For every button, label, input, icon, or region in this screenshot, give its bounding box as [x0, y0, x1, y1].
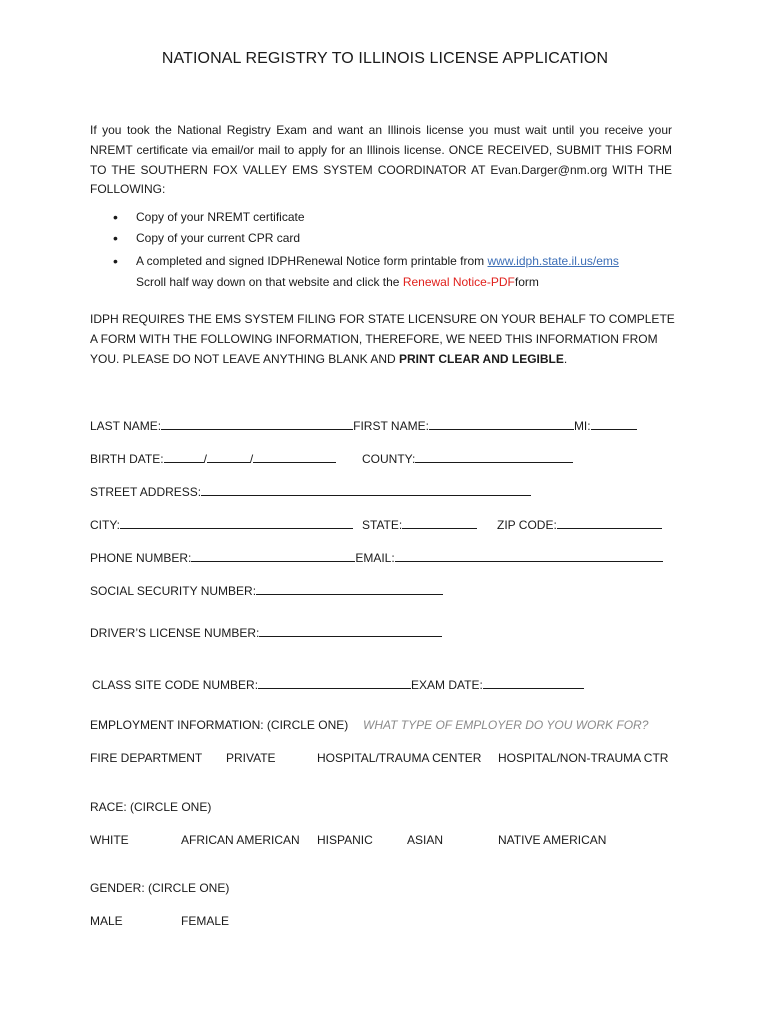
list-item-text: Copy of your current CPR card: [136, 230, 301, 245]
birth-month-line[interactable]: [164, 451, 204, 463]
birth-date-label: BIRTH DATE:: [90, 452, 164, 466]
idph-link[interactable]: www.idph.state.il.us/ems: [487, 254, 619, 268]
employment-hint: WHAT TYPE OF EMPLOYER DO YOU WORK FOR?: [363, 718, 649, 732]
date-separator: /: [249, 452, 254, 466]
phone-field[interactable]: [90, 550, 663, 565]
race-label: RACE: (CIRCLE ONE): [90, 800, 212, 814]
class-site-label: CLASS SITE CODE NUMBER:: [92, 678, 259, 692]
requirements-list: [90, 207, 680, 292]
drivers-license-field[interactable]: [90, 625, 442, 640]
phone-line[interactable]: [191, 550, 355, 562]
city-label: CITY:: [90, 518, 121, 532]
date-separator: /: [203, 452, 207, 466]
birth-date-field[interactable]: [90, 451, 336, 466]
city-line[interactable]: [120, 517, 353, 529]
notice-text: IDPH REQUIRES THE EMS SYSTEM FILING FOR STATE LICENSURE ON YOUR BEHALF TO COMPLETE A FORM WITH THE FOLLOWING INFORMATION, THEREFORE, WE NEED THIS INFORMATION FROM YOU. PLEASE DO NOT LEAVE ANYTHING BLANK AND: [90, 312, 675, 366]
gender-option[interactable]: MALE: [90, 914, 123, 928]
county-line[interactable]: [415, 451, 573, 463]
exam-date-label: EXAM DATE:: [411, 678, 483, 692]
email-label: EMAIL:: [355, 551, 395, 565]
email-line[interactable]: [395, 550, 663, 562]
city-field[interactable]: [90, 517, 353, 532]
notice-bold-text: PRINT CLEAR AND LEGIBLE: [398, 352, 564, 366]
race-option[interactable]: HISPANIC: [317, 833, 373, 847]
first-name-line[interactable]: [429, 418, 574, 430]
mi-label: MI:: [573, 419, 591, 433]
race-option[interactable]: ASIAN: [407, 833, 444, 847]
street-address-label: STREET ADDRESS:: [90, 485, 202, 499]
gender-option[interactable]: FEMALE: [181, 914, 230, 928]
gender-label: GENDER: (CIRCLE ONE): [90, 881, 230, 895]
county-label: COUNTY:: [362, 452, 416, 466]
employment-option[interactable]: HOSPITAL/NON-TRAUMA CTR: [498, 751, 669, 765]
mi-line[interactable]: [591, 418, 637, 430]
ssn-line[interactable]: [256, 583, 443, 595]
first-name-label: FIRST NAME:: [353, 419, 429, 433]
street-address-field[interactable]: [90, 484, 531, 499]
race-option[interactable]: AFRICAN AMERICAN: [181, 833, 300, 847]
last-name-field[interactable]: [90, 418, 637, 433]
state-line[interactable]: [402, 517, 477, 529]
list-item: [90, 207, 680, 228]
ssn-field[interactable]: [90, 583, 443, 598]
zip-label: ZIP CODE:: [497, 518, 557, 532]
intro-paragraph: If you took the National Registry Exam and want an Illinois license you must wait until you receive your NREMT certificate via email/or mail to apply for an Illinois license. ONCE RECEIVED, SUBMIT THIS FORM TO THE SOUTHERN FOX VALLEY EMS SYSTEM COORDINATOR AT Evan.Darger@nm.org WITH THE FOLLOWING:: [90, 123, 672, 197]
exam-date-line[interactable]: [483, 677, 584, 689]
county-field[interactable]: [362, 451, 573, 466]
ssn-label: SOCIAL SECURITY NUMBER:: [90, 584, 257, 598]
employment-option[interactable]: HOSPITAL/TRAUMA CENTER: [317, 751, 482, 765]
employment-option[interactable]: PRIVATE: [226, 751, 276, 765]
birth-year-line[interactable]: [253, 451, 336, 463]
employment-option[interactable]: FIRE DEPARTMENT: [90, 751, 203, 765]
race-option[interactable]: WHITE: [90, 833, 129, 847]
state-field[interactable]: [362, 517, 477, 532]
class-site-field[interactable]: [92, 677, 584, 692]
list-item: [90, 251, 680, 292]
list-item: [90, 228, 680, 249]
list-item-text: Scroll half way down on that website and click the: [136, 274, 403, 289]
last-name-line[interactable]: [161, 418, 353, 430]
list-item-text: form: [514, 274, 539, 289]
employment-label: EMPLOYMENT INFORMATION: (CIRCLE ONE): [90, 718, 349, 732]
page-title: NATIONAL REGISTRY TO ILLINOIS LICENSE APPLICATION: [161, 50, 609, 67]
class-site-line[interactable]: [258, 677, 411, 689]
list-item-text: Copy of your NREMT certificate: [136, 210, 305, 224]
race-option[interactable]: NATIVE AMERICAN: [498, 833, 607, 847]
zip-line[interactable]: [557, 517, 662, 529]
last-name-label: LAST NAME:: [90, 419, 162, 433]
drivers-license-line[interactable]: [259, 625, 442, 637]
birth-day-line[interactable]: [207, 451, 250, 463]
drivers-license-label: DRIVER’S LICENSE NUMBER:: [90, 626, 260, 640]
renewal-notice-link[interactable]: Renewal Notice-PDF: [402, 274, 515, 289]
notice-paragraph: [90, 309, 680, 369]
state-label: STATE:: [362, 518, 403, 532]
street-address-line[interactable]: [201, 484, 531, 496]
zip-field[interactable]: [497, 517, 662, 532]
phone-label: PHONE NUMBER:: [90, 551, 192, 565]
notice-end: .: [563, 352, 568, 366]
list-item-text: A completed and signed IDPHRenewal Notice form printable from: [136, 254, 488, 268]
